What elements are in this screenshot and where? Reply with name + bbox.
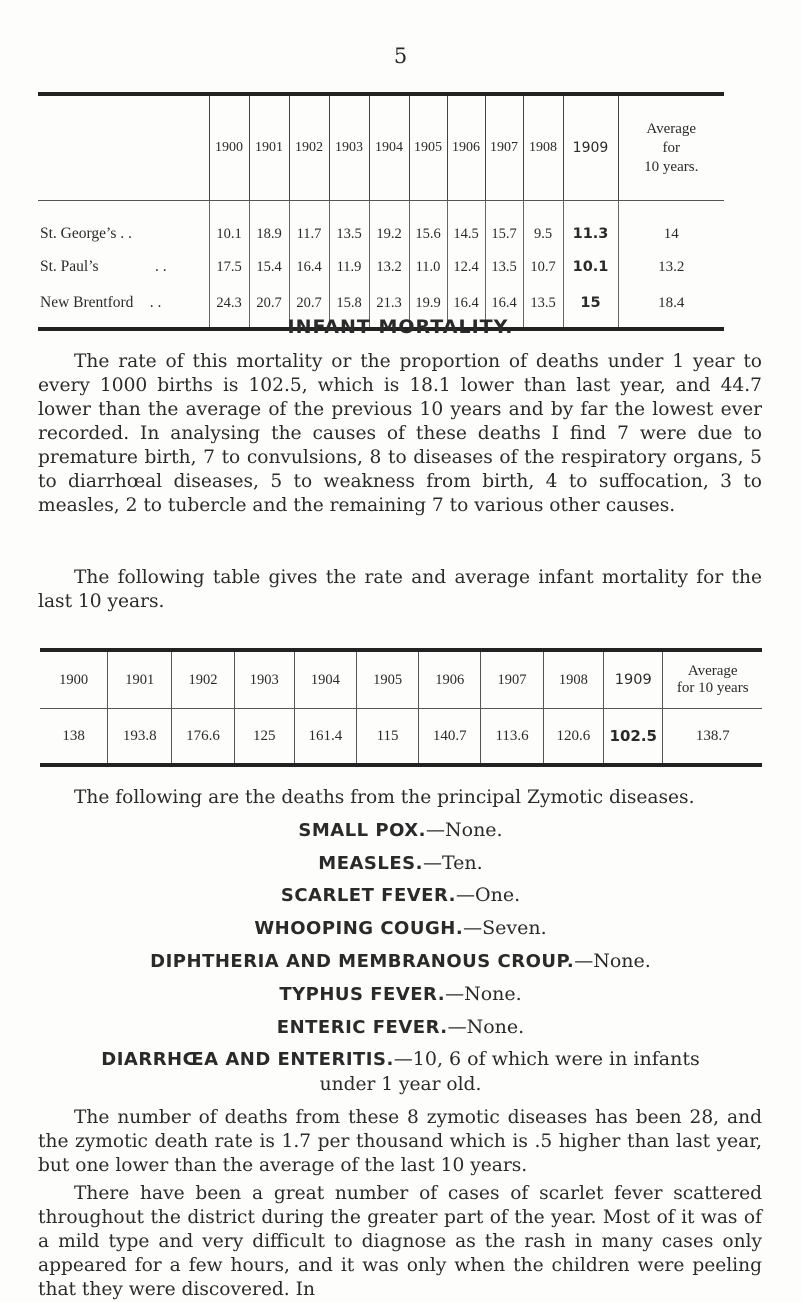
disease-name: WHOOPING COUGH.: [254, 918, 464, 939]
infant-rate: 102.5: [604, 709, 663, 766]
ward-value: 15: [563, 285, 618, 329]
ward-year-header: 1908: [523, 94, 563, 201]
ward-value: 18.9: [249, 201, 289, 250]
ward-value: 16.4: [447, 285, 485, 329]
ward-row: [38, 201, 724, 250]
disease-count: —10, 6 of which were in infants: [393, 1048, 700, 1070]
disease-name: DIPHTHERIA AND MEMBRANOUS CROUP.: [150, 951, 575, 972]
infant-rate: 140.7: [419, 709, 481, 766]
disease-count: —None.: [447, 1016, 525, 1038]
zymotic-rate-paragraph: The number of deaths from these 8 zymotic diseases has been 28, and the zymotic death rate is 1.7 per thousand which is .5 higher than last year, but one lower than the average of the last 10 years.: [38, 1107, 762, 1176]
infant-rate: 193.8: [108, 709, 172, 766]
disease-line: [0, 917, 801, 939]
ward-death-rate-table: [38, 92, 724, 331]
ward-year-header: 1905: [409, 94, 447, 201]
ward-year-header: 1903: [329, 94, 369, 201]
average-header-line: Average: [646, 120, 697, 137]
ward-value: 14.5: [447, 201, 485, 250]
scarlet-fever-paragraph: There have been a great number of cases of scarlet fever scattered throughout the district during the greater part of the year. Most of it was of a mild type and very difficult to diagnose as the rash in many cases only appeared for a few hours, and it was only when the children were peeling that they were discovered. In: [38, 1183, 762, 1300]
disease-line: [0, 819, 801, 841]
ward-year-header: 1906: [447, 94, 485, 201]
ward-value: 24.3: [209, 285, 249, 329]
infant-mortality-paragraph: The rate of this mortality or the proportion of deaths under 1 year to every 1000 births is 102.5, which is 18.1 lower than last year, and 44.7 lower than the average of the previous 10 years and by far the lowest ever recorded. In analysing the causes of these deaths I find 7 were due to premature birth, 7 to convulsions, 8 to diseases of the respiratory organs, 5 to diarrhœal diseases, 5 to weakness from birth, 4 to suffocation, 3 to measles, 2 to tubercle and the remaining 7 to various other causes.: [38, 351, 762, 516]
disease-line: [0, 950, 801, 972]
infant-rate: 161.4: [294, 709, 356, 766]
disease-count: —None.: [445, 983, 522, 1005]
disease-count: —Ten.: [422, 852, 483, 874]
average-header-line: for: [662, 139, 680, 156]
ward-year-header: 1909: [563, 94, 618, 201]
ward-year-header: 1902: [289, 94, 329, 201]
infant-mortality-heading: INFANT MORTALITY.: [287, 316, 514, 338]
disease-continuation: under 1 year old.: [319, 1074, 482, 1095]
infant-rate: 120.6: [543, 709, 603, 766]
ward-year-header: 1904: [369, 94, 409, 201]
ward-name: New Brentford: [40, 294, 134, 311]
infant-mortality-table: [40, 648, 762, 767]
infant-year-header: 1904: [294, 650, 356, 709]
ward-value: 19.9: [409, 285, 447, 329]
disease-line: [0, 1016, 801, 1038]
ward-table-corner: [38, 94, 209, 201]
ward-value: 11.9: [329, 249, 369, 285]
infant-year-header: 1907: [481, 650, 543, 709]
infant-year-header: 1906: [419, 650, 481, 709]
disease-count: —None.: [426, 819, 503, 841]
ward-value: 19.2: [369, 201, 409, 250]
infant-average-header: [663, 650, 762, 709]
ward-average: 18.4: [618, 285, 724, 329]
ward-average: 14: [618, 201, 724, 250]
ward-row: [38, 249, 724, 285]
ward-value: 13.5: [523, 285, 563, 329]
average-header-line: for 10 years: [676, 680, 749, 696]
infant-average: 138.7: [663, 709, 762, 766]
ward-value: 20.7: [289, 285, 329, 329]
leader-dots: . .: [154, 258, 167, 275]
ward-value: 10.1: [563, 249, 618, 285]
ward-value: 10.1: [209, 201, 249, 250]
ward-value: 17.5: [209, 249, 249, 285]
ward-year-header: 1901: [249, 94, 289, 201]
disease-count: —None.: [574, 950, 651, 972]
infant-rate: 138: [40, 709, 108, 766]
infant-year-header: 1909: [604, 650, 663, 709]
disease-name: TYPHUS FEVER.: [279, 984, 446, 1005]
ward-value: 15.8: [329, 285, 369, 329]
zymotic-intro: The following are the deaths from the principal Zymotic diseases.: [74, 787, 695, 808]
ward-value: 13.2: [369, 249, 409, 285]
ward-year-header: 1900: [209, 94, 249, 201]
ward-average-header: [618, 94, 724, 201]
ward-name: St. Paul’s: [40, 258, 99, 275]
ward-value: 10.7: [523, 249, 563, 285]
infant-values-row: [40, 709, 762, 766]
disease-line: [0, 983, 801, 1005]
infant-rate: 176.6: [172, 709, 234, 766]
infant-year-header: 1903: [234, 650, 294, 709]
page-number: 5: [393, 44, 408, 68]
infant-year-header: 1900: [40, 650, 108, 709]
ward-average: 13.2: [618, 249, 724, 285]
disease-name: SMALL POX.: [298, 820, 426, 841]
ward-value: 15.6: [409, 201, 447, 250]
average-header-line: Average: [687, 663, 738, 679]
disease-name: MEASLES.: [318, 853, 423, 874]
disease-name: ENTERIC FEVER.: [276, 1017, 448, 1038]
ward-table-header-row: [38, 94, 724, 201]
ward-name: St. George’s . .: [40, 225, 132, 242]
disease-line: [0, 1048, 801, 1070]
ward-value: 21.3: [369, 285, 409, 329]
infant-year-header: 1901: [108, 650, 172, 709]
ward-value: 11.0: [409, 249, 447, 285]
leader-dots: . .: [149, 294, 162, 311]
ward-value: 12.4: [447, 249, 485, 285]
infant-rate: 125: [234, 709, 294, 766]
ward-value: 11.7: [289, 201, 329, 250]
infant-rate: 113.6: [481, 709, 543, 766]
ward-value: 20.7: [249, 285, 289, 329]
disease-name: DIARRHŒA AND ENTERITIS.: [101, 1049, 394, 1070]
disease-name: SCARLET FEVER.: [280, 885, 457, 906]
ward-year-header: 1907: [485, 94, 523, 201]
infant-table-intro: The following table gives the rate and average infant mortality for the last 10 years.: [38, 567, 762, 612]
infant-rate: 115: [357, 709, 419, 766]
infant-table-header-row: [40, 650, 762, 709]
ward-value: 13.5: [485, 249, 523, 285]
ward-value: 9.5: [523, 201, 563, 250]
ward-value: 16.4: [289, 249, 329, 285]
disease-line: [0, 884, 801, 906]
ward-value: 11.3: [563, 201, 618, 250]
ward-name-cell: [38, 249, 209, 285]
disease-count: —One.: [456, 884, 521, 906]
infant-year-header: 1905: [357, 650, 419, 709]
infant-year-header: 1908: [543, 650, 603, 709]
disease-count: —Seven.: [463, 917, 547, 939]
ward-value: 13.5: [329, 201, 369, 250]
ward-value: 16.4: [485, 285, 523, 329]
disease-line: [0, 852, 801, 874]
ward-value: 15.7: [485, 201, 523, 250]
infant-year-header: 1902: [172, 650, 234, 709]
ward-value: 15.4: [249, 249, 289, 285]
average-header-line: 10 years.: [644, 158, 699, 175]
